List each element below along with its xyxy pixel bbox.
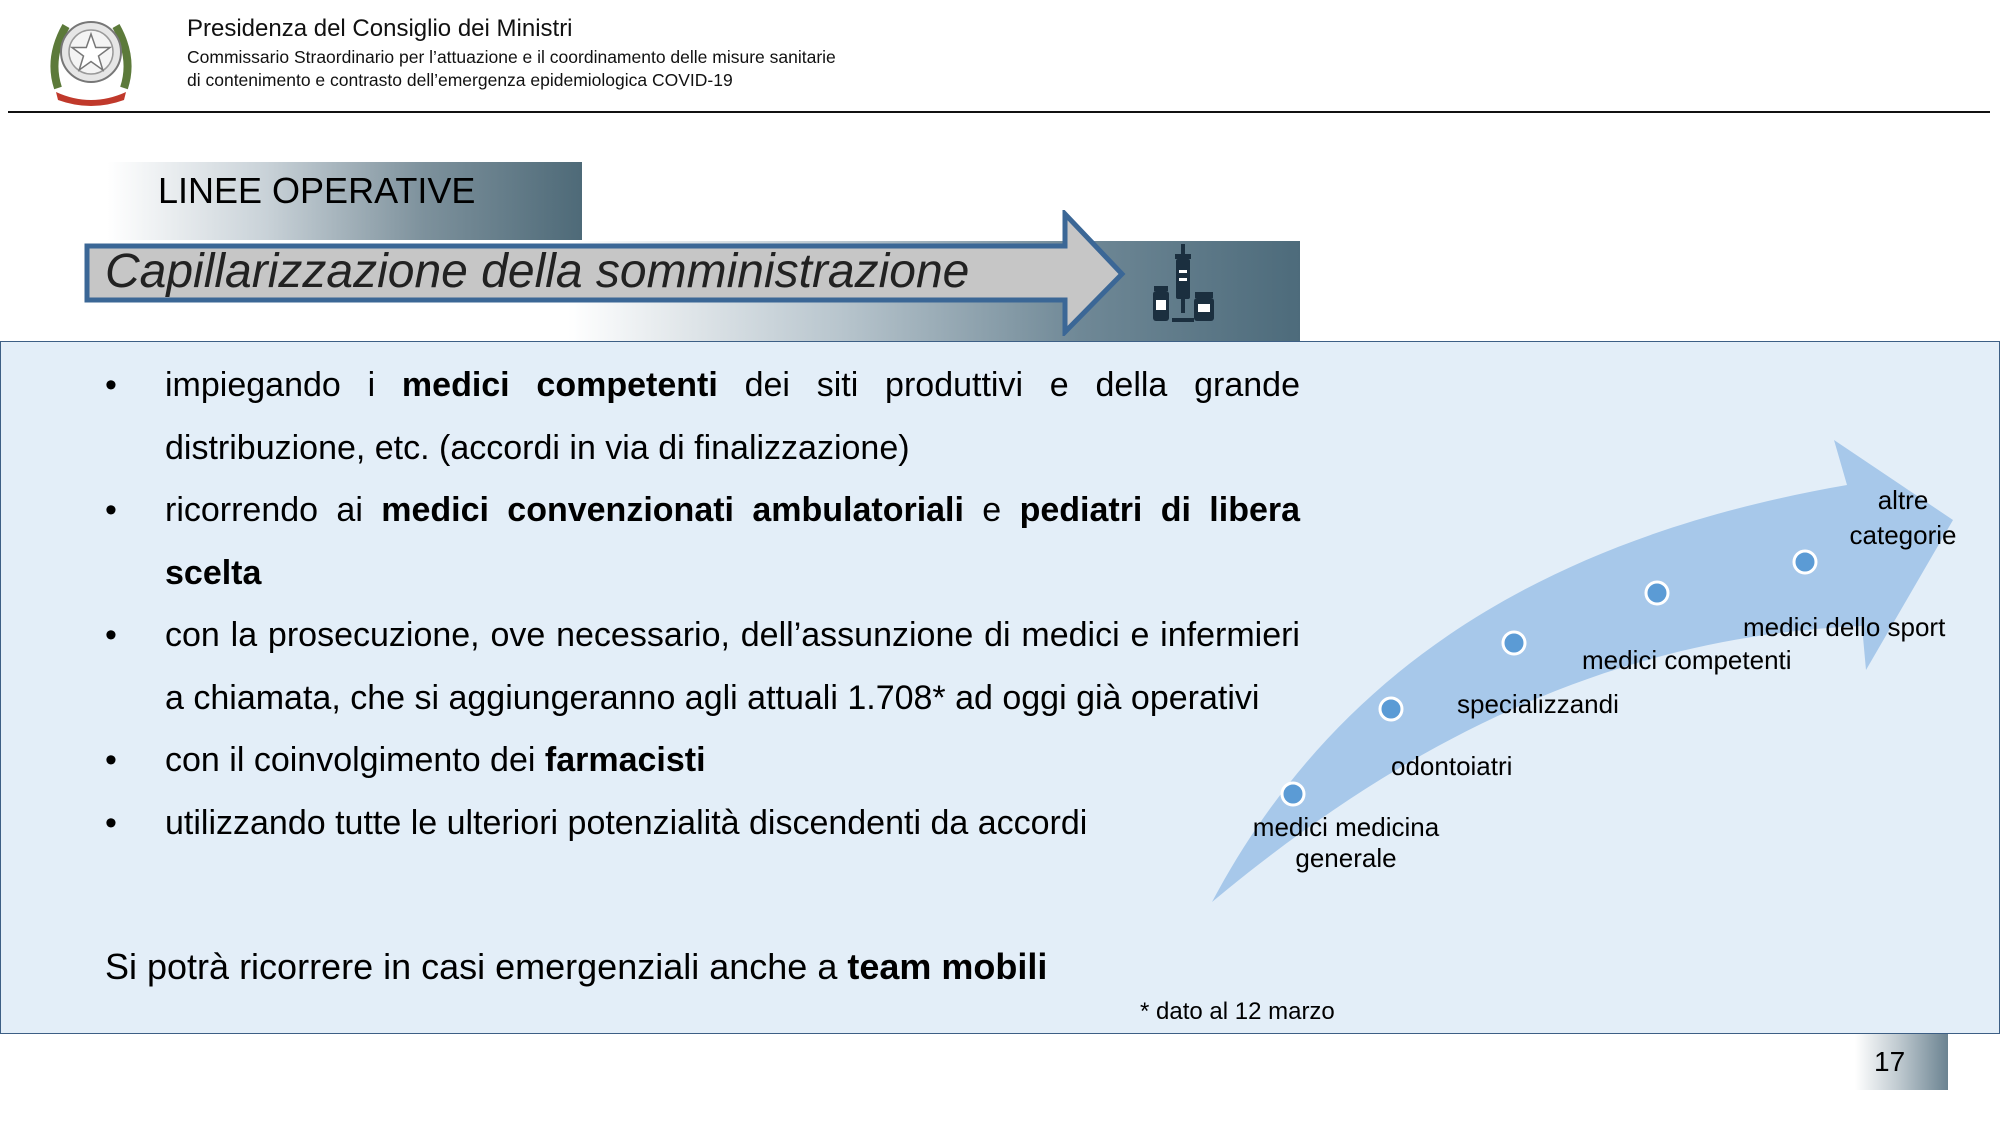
- categories-flow-arrow: [1200, 430, 1990, 920]
- footnote: * dato al 12 marzo: [1140, 998, 1335, 1025]
- page-number: 17: [1874, 1046, 1906, 1077]
- flow-dot: [1503, 632, 1525, 654]
- header-subtitle-line1: Commissario Straordinario per l’attuazione e il coordinamento delle misure sanitarie: [187, 47, 836, 67]
- flow-label: altre categorie: [1849, 485, 1957, 550]
- section-tag: LINEE OPERATIVE: [158, 170, 476, 211]
- republic-emblem-icon: [46, 8, 136, 106]
- flow-label: specializzandi: [1457, 689, 1619, 719]
- flow-dot: [1794, 551, 1816, 573]
- closing-statement: Si potrà ricorrere in casi emergenziali anche a team mobili: [105, 946, 1048, 987]
- banner-title: Capillarizzazione della somministrazione: [105, 245, 970, 298]
- bullet-item: • con la prosecuzione, ove necessario, dell’assunzione di medici e infermieri a chiamata, che si aggiungeranno agli attuali 1.708* ad oggi già operativi: [105, 604, 1300, 729]
- bullet-item: • utilizzando tutte le ulteriori potenzialità discendenti da accordi: [105, 792, 1300, 855]
- flow-label: odontoiatri: [1391, 751, 1513, 781]
- header-subtitle: [187, 46, 836, 92]
- flow-label: medici medicina generale: [1252, 812, 1440, 873]
- flow-dot: [1282, 783, 1304, 805]
- vaccine-vials-icon: [1152, 242, 1216, 324]
- flow-dot: [1646, 582, 1668, 604]
- bullet-item: • impiegando i medici competenti dei siti produttivi e della grande distribuzione, etc. (accordi in via di finalizzazione): [105, 354, 1300, 479]
- flow-label: medici competenti: [1582, 645, 1792, 675]
- bullet-item: • ricorrendo ai medici convenzionati ambulatoriali e pediatri di libera scelta: [105, 479, 1300, 604]
- flow-dot: [1380, 698, 1402, 720]
- header-divider: [8, 111, 1990, 113]
- bullet-item: • con il coinvolgimento dei farmacisti: [105, 729, 1300, 792]
- bullet-list: [105, 354, 1300, 854]
- header-subtitle-line2: di contenimento e contrasto dell’emergenza epidemiologica COVID-19: [187, 70, 733, 90]
- header-title: Presidenza del Consiglio dei Ministri: [187, 15, 573, 42]
- flow-label: medici dello sport: [1743, 612, 1946, 642]
